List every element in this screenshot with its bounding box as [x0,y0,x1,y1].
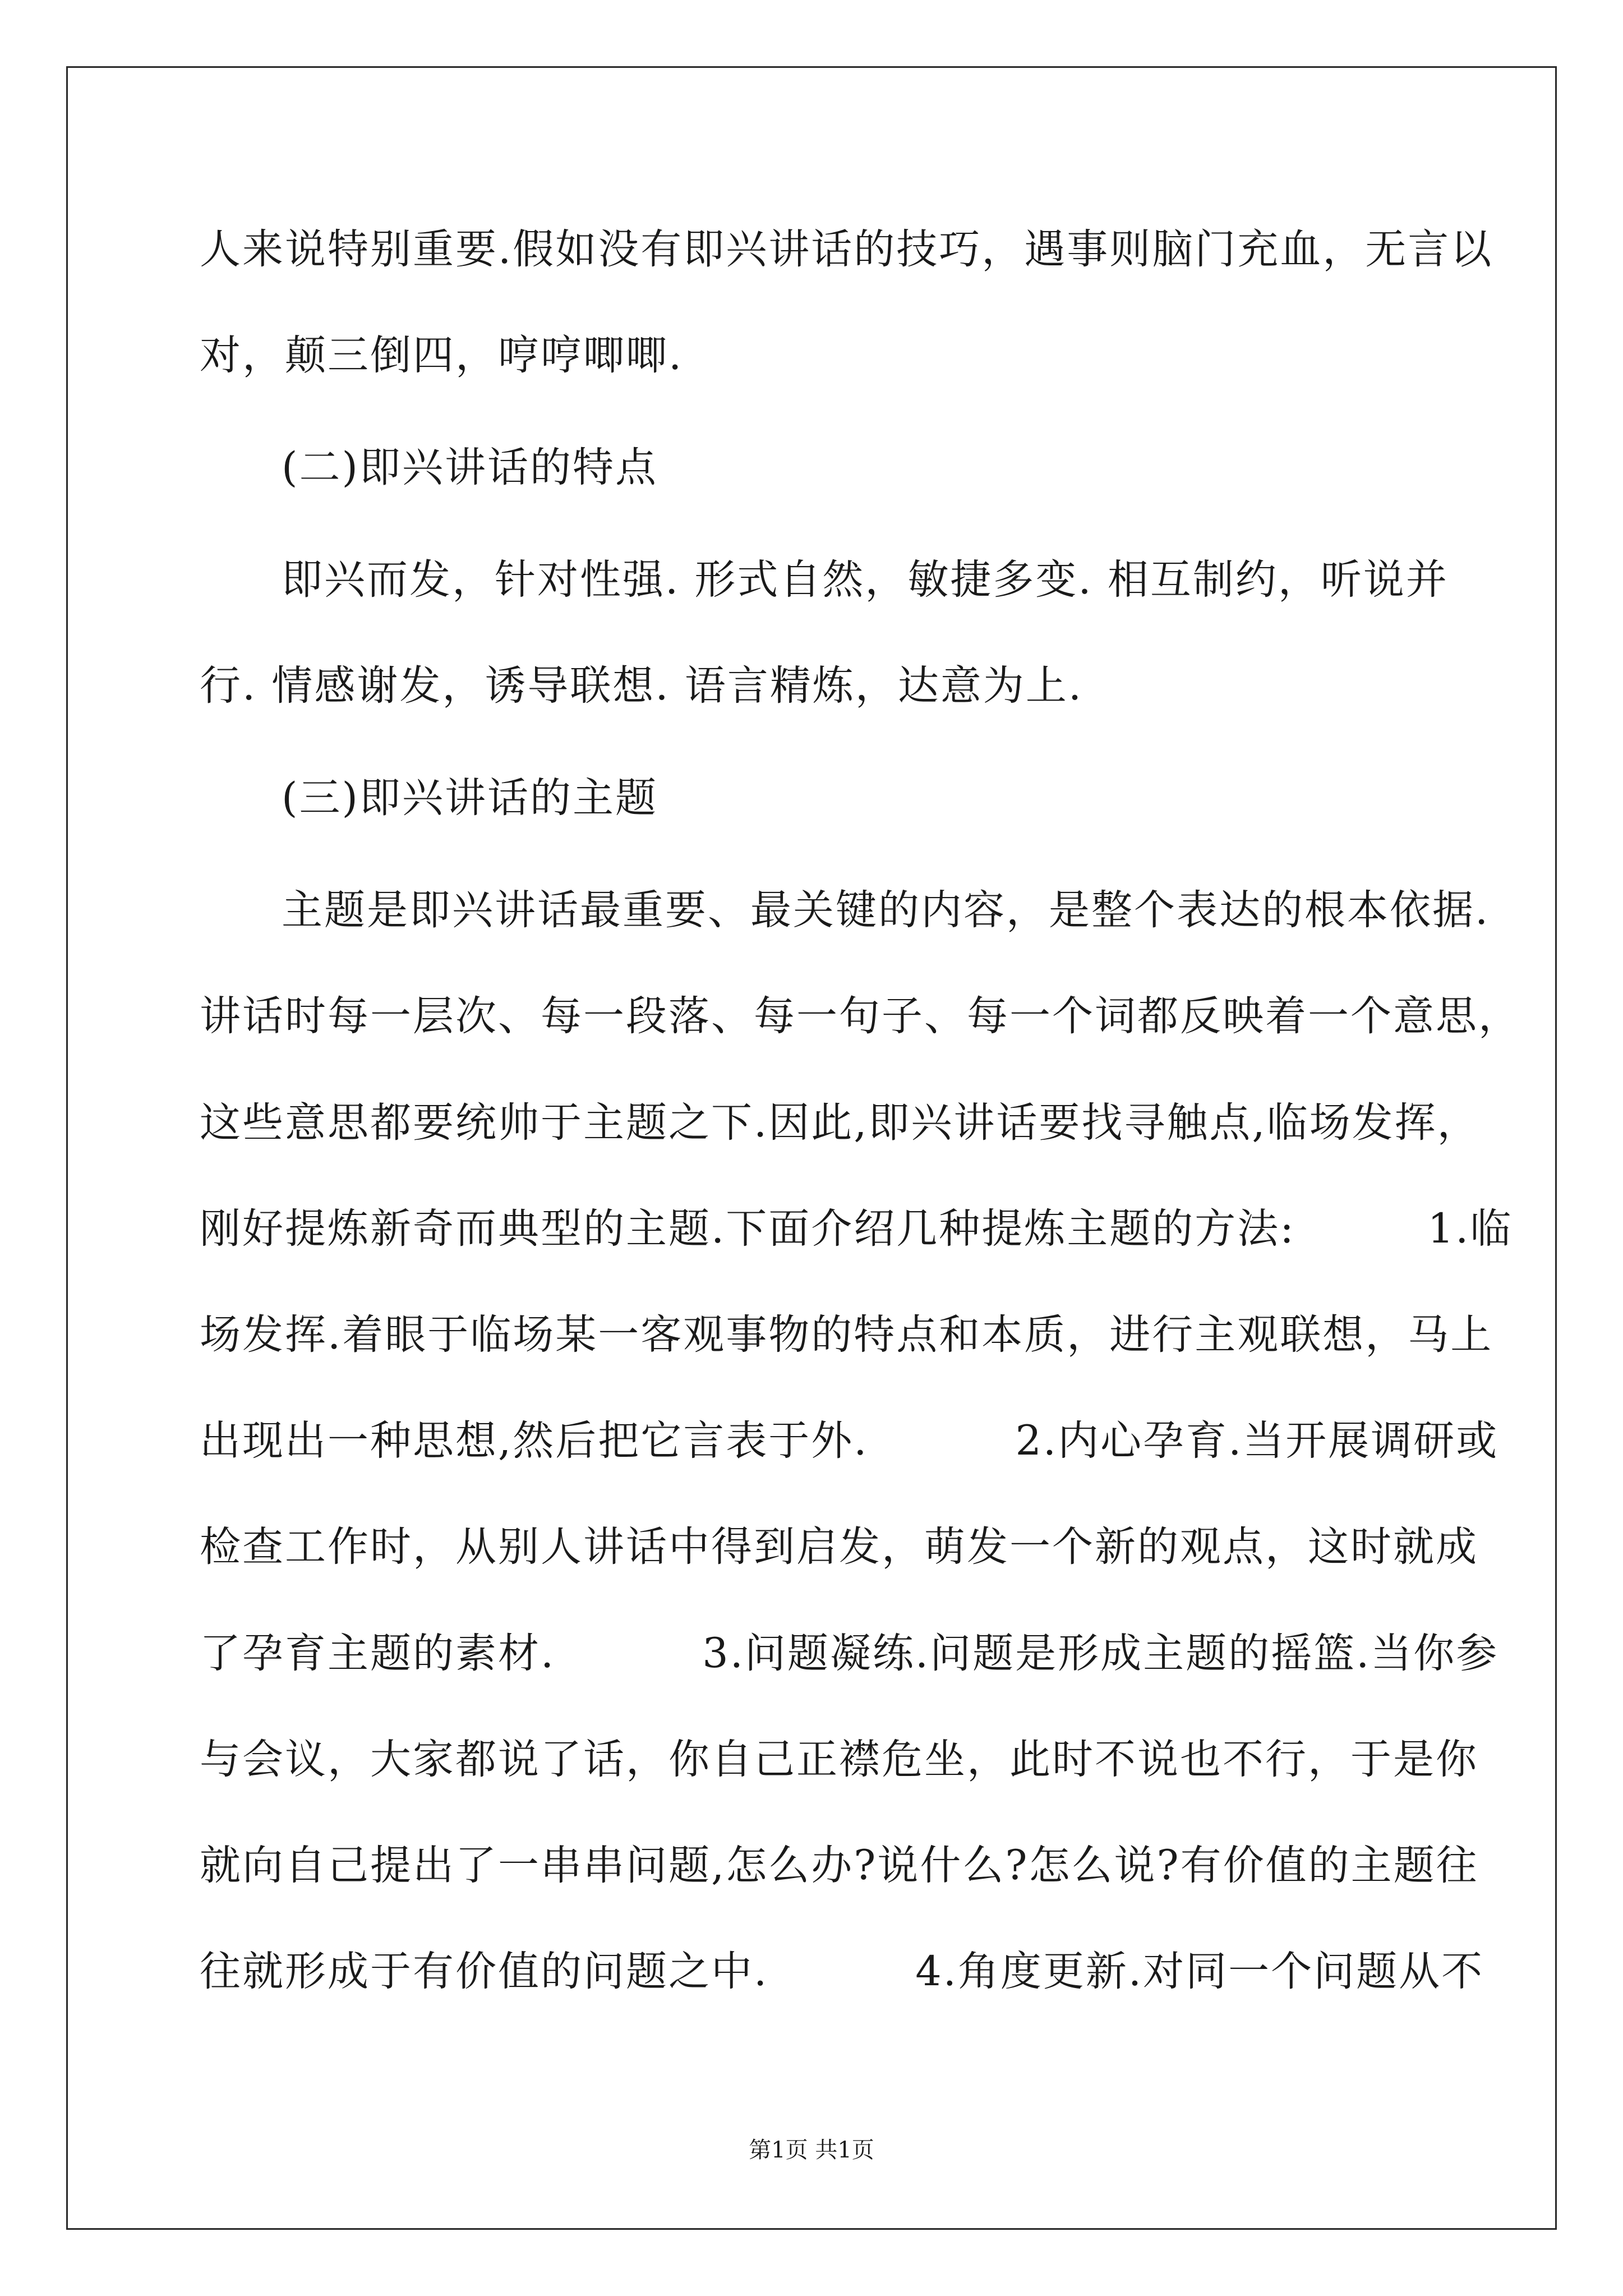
section-heading: (二)即兴讲话的特点 [282,444,658,491]
text-line: 出现出一种思想,然后把它言表于外. 2.内心孕育.当开展调研或 [200,1417,1499,1465]
text-line: 往就形成于有价值的问题之中. 4.角度更新.对同一个问题从不 [200,1948,1484,1995]
text-line: 即兴而发，针对性强. 形式自然，敏捷多变. 相互制约，听说并 [282,556,1449,604]
text-line: 行. 情感谢发，诱导联想. 语言精炼，达意为上. [200,662,1083,710]
section-heading: (三)即兴讲话的主题 [282,774,658,822]
page-number: 第1页 共1页 [749,2137,874,2163]
text-line: 主题是即兴讲话最重要、最关键的内容，是整个表达的根本依据. [282,886,1490,934]
text-line: 检查工作时，从别人讲话中得到启发，萌发一个新的观点，这时就成 [200,1523,1478,1571]
text-line: 这些意思都要统帅于主题之下.因此,即兴讲话要找寻触点,临场发挥， [200,1099,1480,1147]
text-line: 对，颠三倒四，哼哼唧唧. [200,332,684,379]
text-line: 讲话时每一层次、每一段落、每一句子、每一个词都反映着一个意思， [200,992,1521,1040]
text-line: 就向自己提出了一串串问题,怎么办?说什么?怎么说?有价值的主题往 [200,1842,1479,1889]
text-line: 与会议，大家都说了话，你自己正襟危坐，此时不说也不行，于是你 [200,1736,1478,1783]
text-line: 刚好提炼新奇而典型的主题.下面介绍几种提炼主题的方法: 1.临 [200,1205,1513,1253]
text-line: 人来说特别重要.假如没有即兴讲话的技巧，遇事则脑门充血，无言以 [200,226,1493,273]
text-line: 场发挥.着眼于临场某一客观事物的特点和本质，进行主观联想，马上 [200,1311,1493,1359]
text-line: 了孕育主题的素材. 3.问题凝练.问题是形成主题的摇篮.当你参 [200,1630,1499,1677]
